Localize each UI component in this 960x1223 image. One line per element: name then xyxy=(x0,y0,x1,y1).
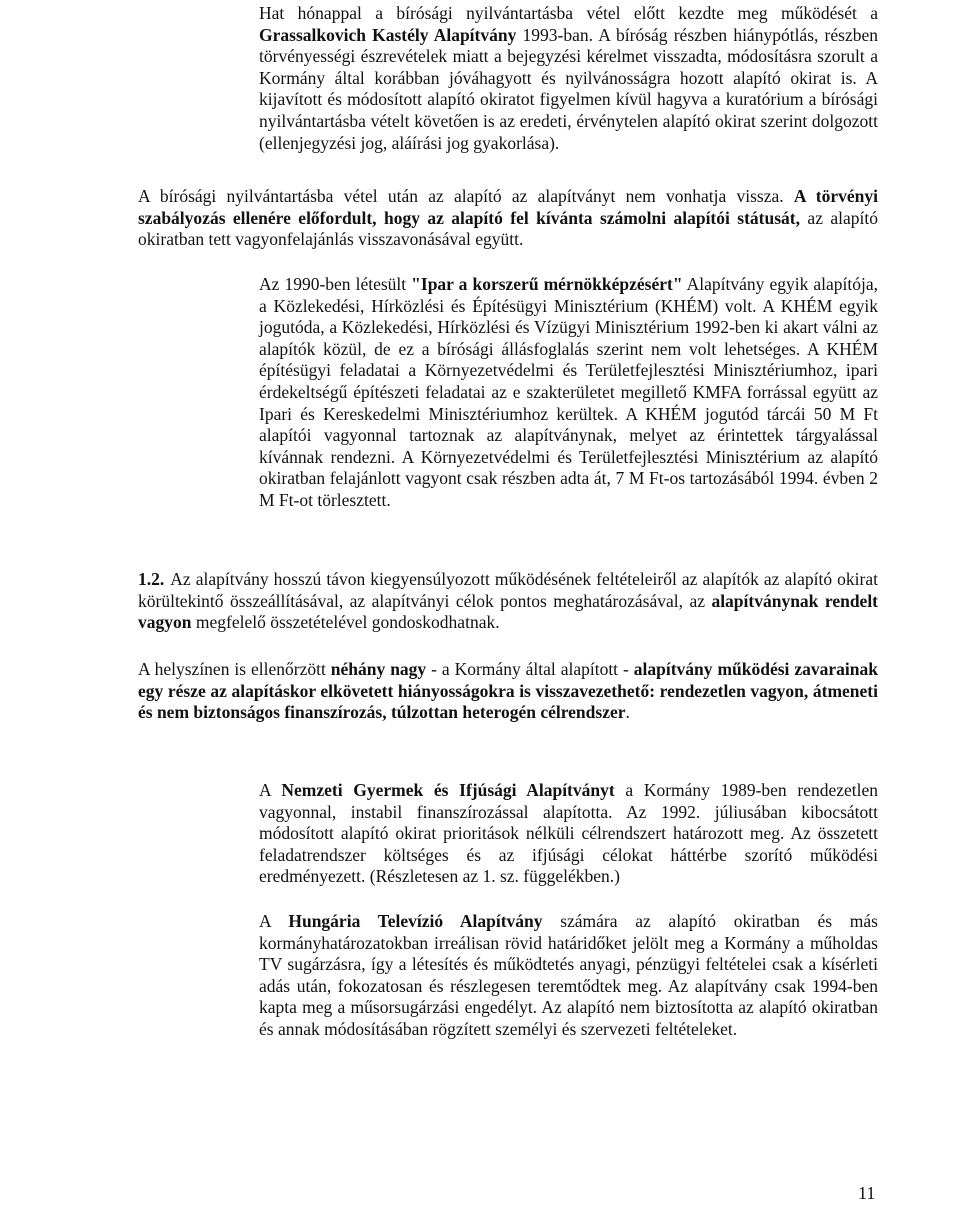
paragraph-text: megfelelő összetételével gondoskodhatnak. xyxy=(191,612,500,633)
paragraph-text: A bírósági nyilvántartásba vétel után az alapító az alapítványt nem vonhatja vissza. xyxy=(138,186,794,206)
paragraph-grassalkovich xyxy=(259,3,878,154)
bold-phrase: alapítványnak rendelt vagyon xyxy=(138,590,879,633)
bold-phrase: alapítvány működési zavarainak egy része az alapításkor elkövetett hiányosságokra is visszavezethető: rendezetlen vagyon, átmeneti és nem biztonságos finanszírozás, túlzottan heterogén célrendszer xyxy=(138,659,878,723)
paragraph-nemzeti-gyermek xyxy=(259,780,878,888)
page-number: 11 xyxy=(858,1183,876,1203)
bold-phrase: Nemzeti Gyermek és Ifjúsági Alapítványt xyxy=(281,780,615,800)
paragraph-text: A helyszínen is ellenőrzött xyxy=(138,659,331,679)
paragraph-text: számára az alapító okiratban és más kormányhatározatokban irreálisan rövid határidőket jelölt meg a Kormány a műholdas TV sugárzásra, így a létesítés és működtetés anyagi, pénzügyi feltételei csak a kísérleti adás után, fokozatosan és részlegesen teremtődtek meg. Az alapítvány csak 1994-ben kapta meg a műsorsugárzási engedélyt. Az alapító nem biztosította az alapító okiratban és annak módosításában rögzített személyi és szervezeti feltételeket. xyxy=(259,911,878,1039)
paragraph-text: A xyxy=(259,911,289,931)
bold-phrase: "Ipar a korszerű mérnökképzésért" xyxy=(411,274,683,294)
paragraph-text: Az alapítvány hosszú távon kiegyensúlyozott működésének feltételeiről az alapítók az alapító okirat körültekintő összeállításával, az alapítványi célok pontos meghatározásával, az xyxy=(138,569,878,611)
paragraph-text: . xyxy=(625,702,630,723)
paragraph-text: az alapító okiratban tett vagyonfelajánlás visszavonásával együtt. xyxy=(138,207,879,250)
paragraph-text: - a Kormány által alapított - xyxy=(426,659,634,679)
paragraph-text: a Kormány 1989-ben rendezetlen vagyonnal, instabil finanszírozással alapította. Az 1992. júliusában kibocsátott módosított alapító okirat prioritások nélküli célrendszert határozott meg. Az összetett feladatrendszer költséges és az ifjúsági célokat háttérbe szorító működési eredményezett. (Részletesen az 1. sz. függelékben.) xyxy=(259,780,878,887)
section-number: 1.2. xyxy=(138,569,165,589)
paragraph-section-1-2 xyxy=(138,569,878,634)
bold-phrase: Grassalkovich Kastély Alapítvány xyxy=(259,24,517,45)
paragraph-text: Alapítvány egyik alapítója, a Közlekedési, Hírközlési és Építésügyi Minisztérium (KHÉM) volt. A KHÉM egyik jogutóda, a Közlekedési, Hírközlési és Vízügyi Minisztérium 1992-ben ki akart válni az alapítók közül, de ez a bírósági állásfoglalás szerint nem volt lehetséges. A KHÉM építésügyi feladatai a Környezetvédelmi és Területfejlesztési Minisztériumhoz, ipari érdekeltségű építészeti feladatai az e szakterületet megillető KMFA forrással együtt az Ipari és Kereskedelmi Minisztériumhoz kerültek. A KHÉM jogutód tárcái 50 M Ft alapítói vagyonnal tartoznak az alapítványnak, melyet az érintettek tárgyalással kívánnak rendezni. A Környezetvédelmi és Területfejlesztési Minisztérium az alapító okiratban felajánlott vagyont csak részben adta át, 7 M Ft-os tartozásából 1994. évben 2 M Ft-ot törlesztett. xyxy=(259,274,878,510)
paragraph-text: 1993-ban. A bíróság részben hiánypótlás, részben törvényességi észrevételek miatt a bejegyzési kérelmet visszadta, módosításra szorult a Kormány által korábban jóváhagyott és nyilvánosságra hozott alapító okirat is. A kijavított és módosított alapító okiratot figyelmen kívül hagyva a kuratórium a bírósági nyilvántartásba vételt követően is az eredeti, érvénytelen alapító okirat szerint dolgozott (ellenjegyzési jog, aláírási jog gyakorlása). xyxy=(259,24,878,153)
paragraph-helyszinen xyxy=(138,659,878,724)
paragraph-registration xyxy=(138,186,878,251)
paragraph-ipar-alapitvany xyxy=(259,274,878,512)
paragraph-text: A xyxy=(259,780,282,800)
paragraph-hungaria-televizio xyxy=(259,911,878,1041)
bold-phrase: A törvényi szabályozás ellenére előfordult, hogy az alapító fel kívánta számolni alapítói státusát, xyxy=(138,186,878,228)
paragraph-text: Az 1990-ben létesült xyxy=(259,274,412,294)
paragraph-text: Hat hónappal a bírósági nyilvántartásba vétel előtt kezdte meg működését a xyxy=(259,3,878,23)
bold-phrase: néhány nagy xyxy=(330,659,427,679)
bold-phrase: Hungária Televízió Alapítvány xyxy=(288,911,543,931)
